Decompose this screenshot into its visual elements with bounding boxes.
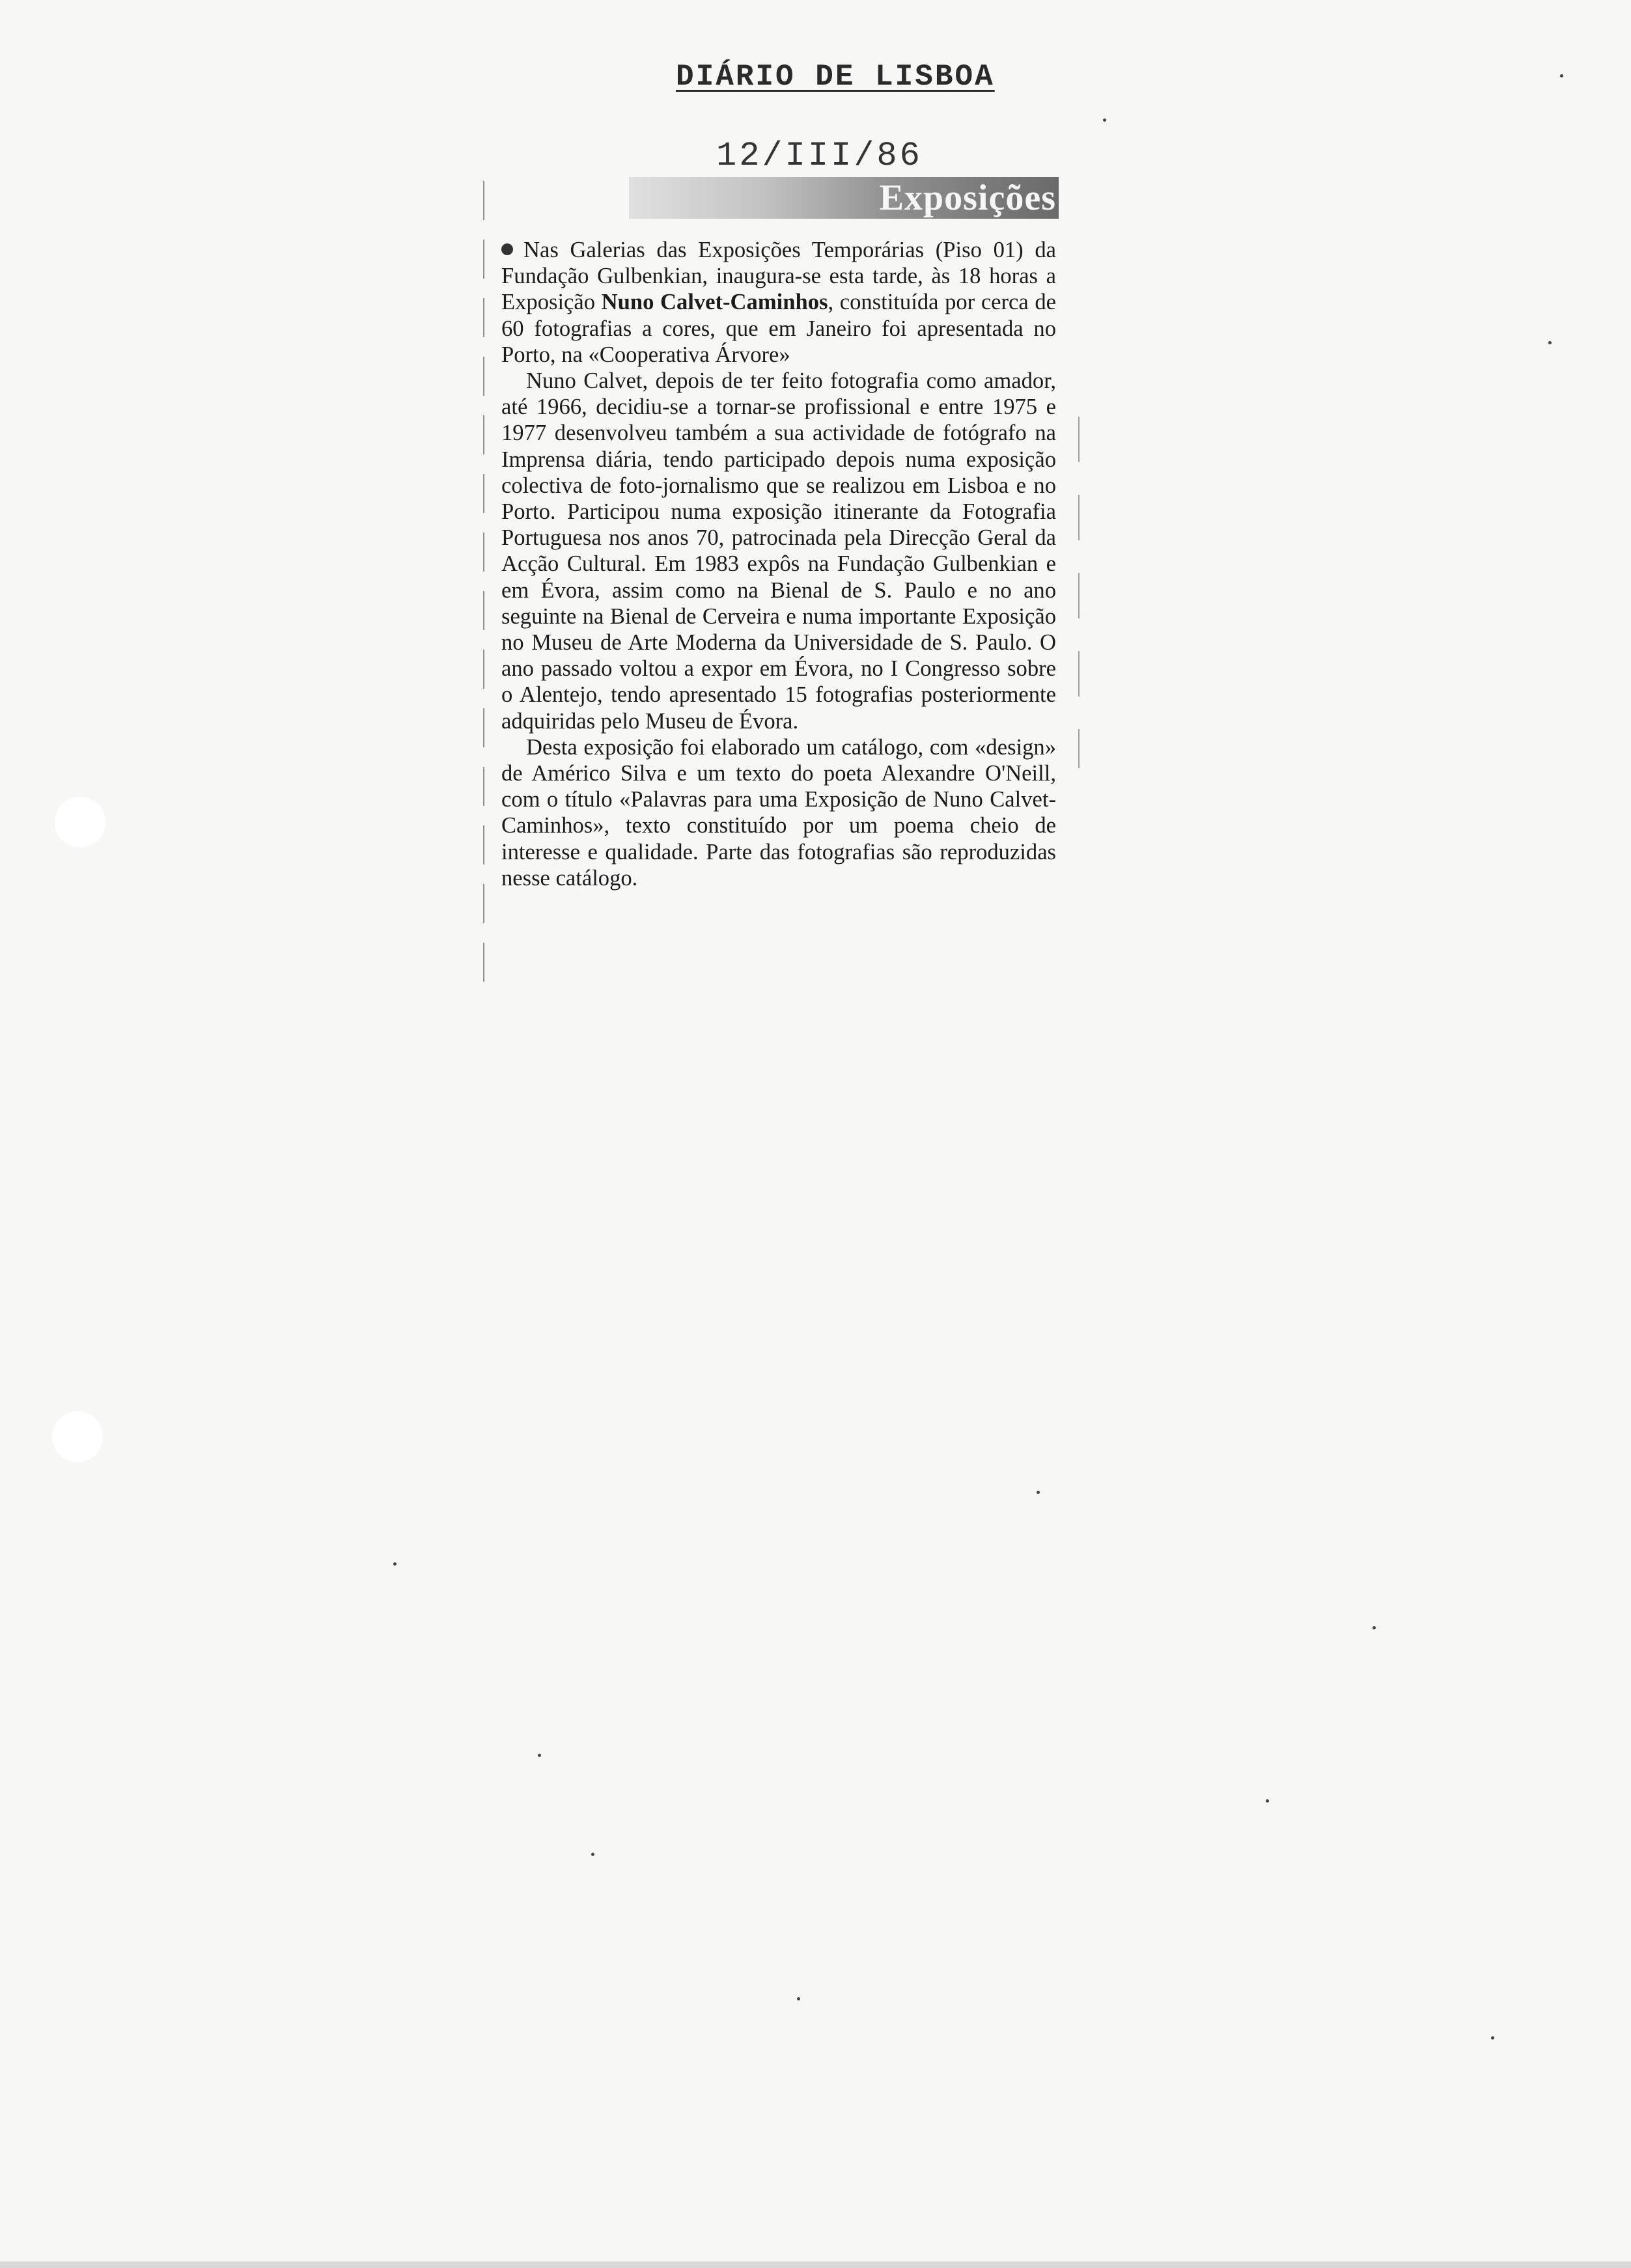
dust-speck <box>1266 1799 1269 1803</box>
section-header-bar <box>629 177 1059 219</box>
dust-speck <box>1373 1626 1376 1629</box>
section-title: Exposições <box>879 178 1056 218</box>
clipping-date: 12/III/86 <box>716 137 923 175</box>
clip-cut-mark-right <box>1078 417 1080 768</box>
article-body <box>501 237 1056 891</box>
punch-hole-upper <box>55 797 105 848</box>
bullet-icon <box>501 243 513 255</box>
paragraph-1-intro: Nas Galerias das Exposições Temporárias (Piso 01) da Fundação Gulbenkian, inaugura-se esta tarde, às 18 horas a Exposição <box>501 238 1056 315</box>
dust-speck <box>1560 74 1563 77</box>
dust-speck <box>393 1562 397 1566</box>
punch-hole-lower <box>52 1411 103 1462</box>
dust-speck <box>591 1853 594 1856</box>
article-paragraph-3: Desta exposição foi elaborado um catálogo, com «design» de Américo Silva e um texto do poeta Alexandre O'Neill, com o título «Palavras para uma Exposição de Nuno Calvet-Caminhos», texto constituído por um poema cheio de interesse e qualidade. Parte das fotografias são reproduzidas nesse catálogo. <box>501 734 1056 891</box>
article-paragraph-2: Nuno Calvet, depois de ter feito fotografia como amador, até 1966, decidiu-se a tornar-se profissional e entre 1975 e 1977 desenvolveu também a sua actividade de fotógrafo na Imprensa diária, tendo participado depois numa exposição colectiva de foto-jornalismo que se realizou em Lisboa e no Porto. Participou numa exposição itinerante da Fotografia Portuguesa nos anos 70, patrocinada pela Direcção Geral da Acção Cultural. Em 1983 expôs na Fundação Gulbenkian e em Évora, assim como na Bienal de S. Paulo e no ano seguinte na Bienal de Cerveira e numa importante Exposição no Museu de Arte Moderna da Universidade de S. Paulo. O ano passado voltou a expor em Évora, no I Congresso sobre o Alentejo, tendo apresentado 15 fotografias posteriormente adquiridas pelo Museu de Évora. <box>501 368 1056 734</box>
clip-cut-mark-left <box>483 181 484 982</box>
dust-speck <box>538 1754 541 1757</box>
dust-speck <box>1548 341 1552 344</box>
dust-speck <box>1491 2036 1494 2040</box>
artist-name: Nuno Calvet-Caminhos <box>601 290 828 315</box>
dust-speck <box>797 1997 800 2000</box>
article-paragraph-1 <box>501 237 1056 368</box>
scan-bottom-edge <box>0 2261 1631 2268</box>
newspaper-name: DIÁRIO DE LISBOA <box>676 60 995 94</box>
paragraph-1-rest: , constituída por cerca de 60 fotografias a cores, que em Janeiro foi apresentada no Porto, na «Cooperativa Árvore» <box>501 290 1057 367</box>
dust-speck <box>1103 118 1106 122</box>
dust-speck <box>1037 1491 1040 1494</box>
